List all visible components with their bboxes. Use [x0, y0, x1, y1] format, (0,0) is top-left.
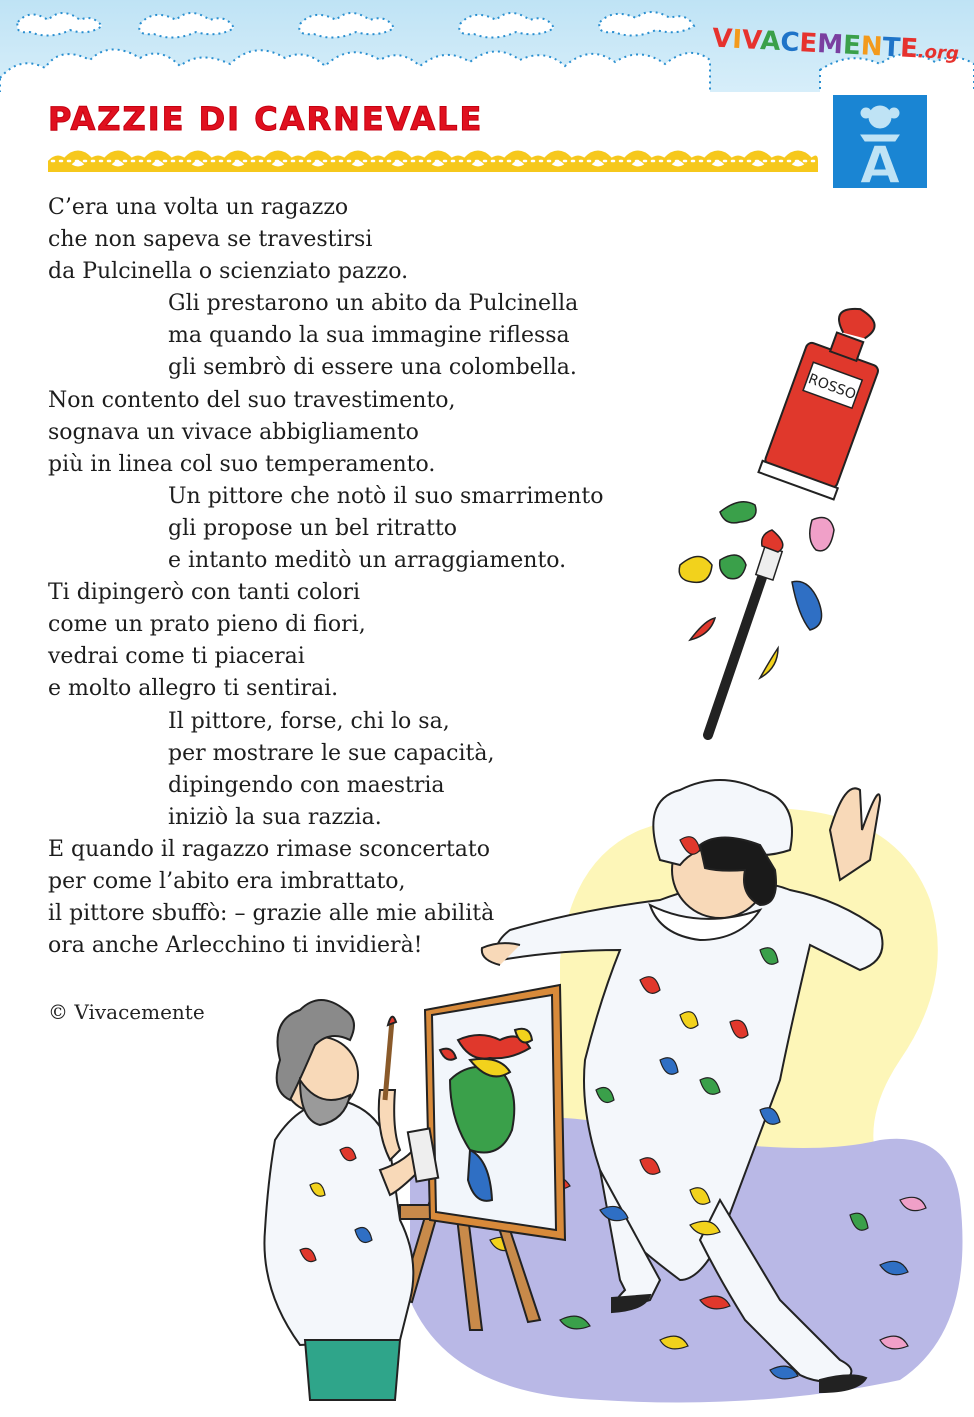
poem-line: che non sapeva se travestirsi — [48, 227, 373, 253]
logo-letter: E — [798, 28, 818, 60]
poem-line: iniziò la sua razzia. — [168, 804, 382, 830]
logo-letter: E — [842, 30, 862, 62]
poem-line: Un pittore che notò il suo smarrimento — [168, 483, 604, 509]
logo-letter: M — [816, 29, 844, 61]
poem-line: dipingendo con maestria — [168, 772, 445, 798]
page-title: PAZZIE DI CARNEVALE — [48, 100, 484, 138]
poem-line: più in linea col suo temperamento. — [48, 451, 436, 477]
poem-line: e intanto meditò un arraggiamento. — [168, 548, 567, 574]
poem-line: gli sembrò di essere una colombella. — [168, 355, 577, 381]
poem-line: Non contento del suo travestimento, — [48, 387, 456, 413]
logo-letter: A — [759, 26, 782, 58]
logo-suffix: .org — [917, 41, 960, 65]
logo-letter: N — [859, 31, 884, 63]
poem-line: per come l’abito era imbrattato, — [48, 868, 406, 894]
logo-letter: T — [881, 32, 902, 64]
logo-letter: I — [731, 24, 743, 56]
poem-line: da Pulcinella o scienziato pazzo. — [48, 259, 409, 285]
poem-line: per mostrare le sue capacità, — [168, 740, 495, 766]
poem-line: sognava un vivace abbigliamento — [48, 419, 419, 445]
poem-line: ora anche Arlecchino ti invidierà! — [48, 933, 423, 959]
poem-line: Gli prestarono un abito da Pulcinella — [168, 291, 579, 317]
poem-line: il pittore sbuffò: – grazie alle mie abilità — [48, 901, 495, 927]
poem-line: Ti dipingerò con tanti colori — [48, 580, 361, 606]
poem-line: gli propose un bel ritratto — [168, 515, 458, 541]
poem-line: Il pittore, forse, chi lo sa, — [168, 708, 450, 734]
badge-letter: A — [859, 136, 901, 188]
logo-letter: V — [711, 23, 734, 55]
paint-tube-label: ROSSO — [805, 371, 858, 404]
paint-tube — [758, 295, 897, 499]
logo-letter: E — [899, 33, 919, 65]
poem-line: C’era una volta un ragazzo — [48, 195, 349, 220]
poem-line: ma quando la sua immagine riflessa — [168, 323, 570, 349]
copyright-notice: © Vivacemente — [48, 1000, 205, 1024]
poem-line: vedrai come ti piacerai — [48, 644, 305, 670]
logo-letter: V — [741, 25, 762, 57]
poem-line: come un prato pieno di fiori, — [48, 612, 366, 638]
poem-line: e molto allegro ti sentirai. — [48, 676, 339, 702]
poem-line: E quando il ragazzo rimase sconcertato — [48, 836, 490, 862]
logo-letter: C — [779, 27, 801, 59]
painting-canvas — [425, 985, 565, 1240]
